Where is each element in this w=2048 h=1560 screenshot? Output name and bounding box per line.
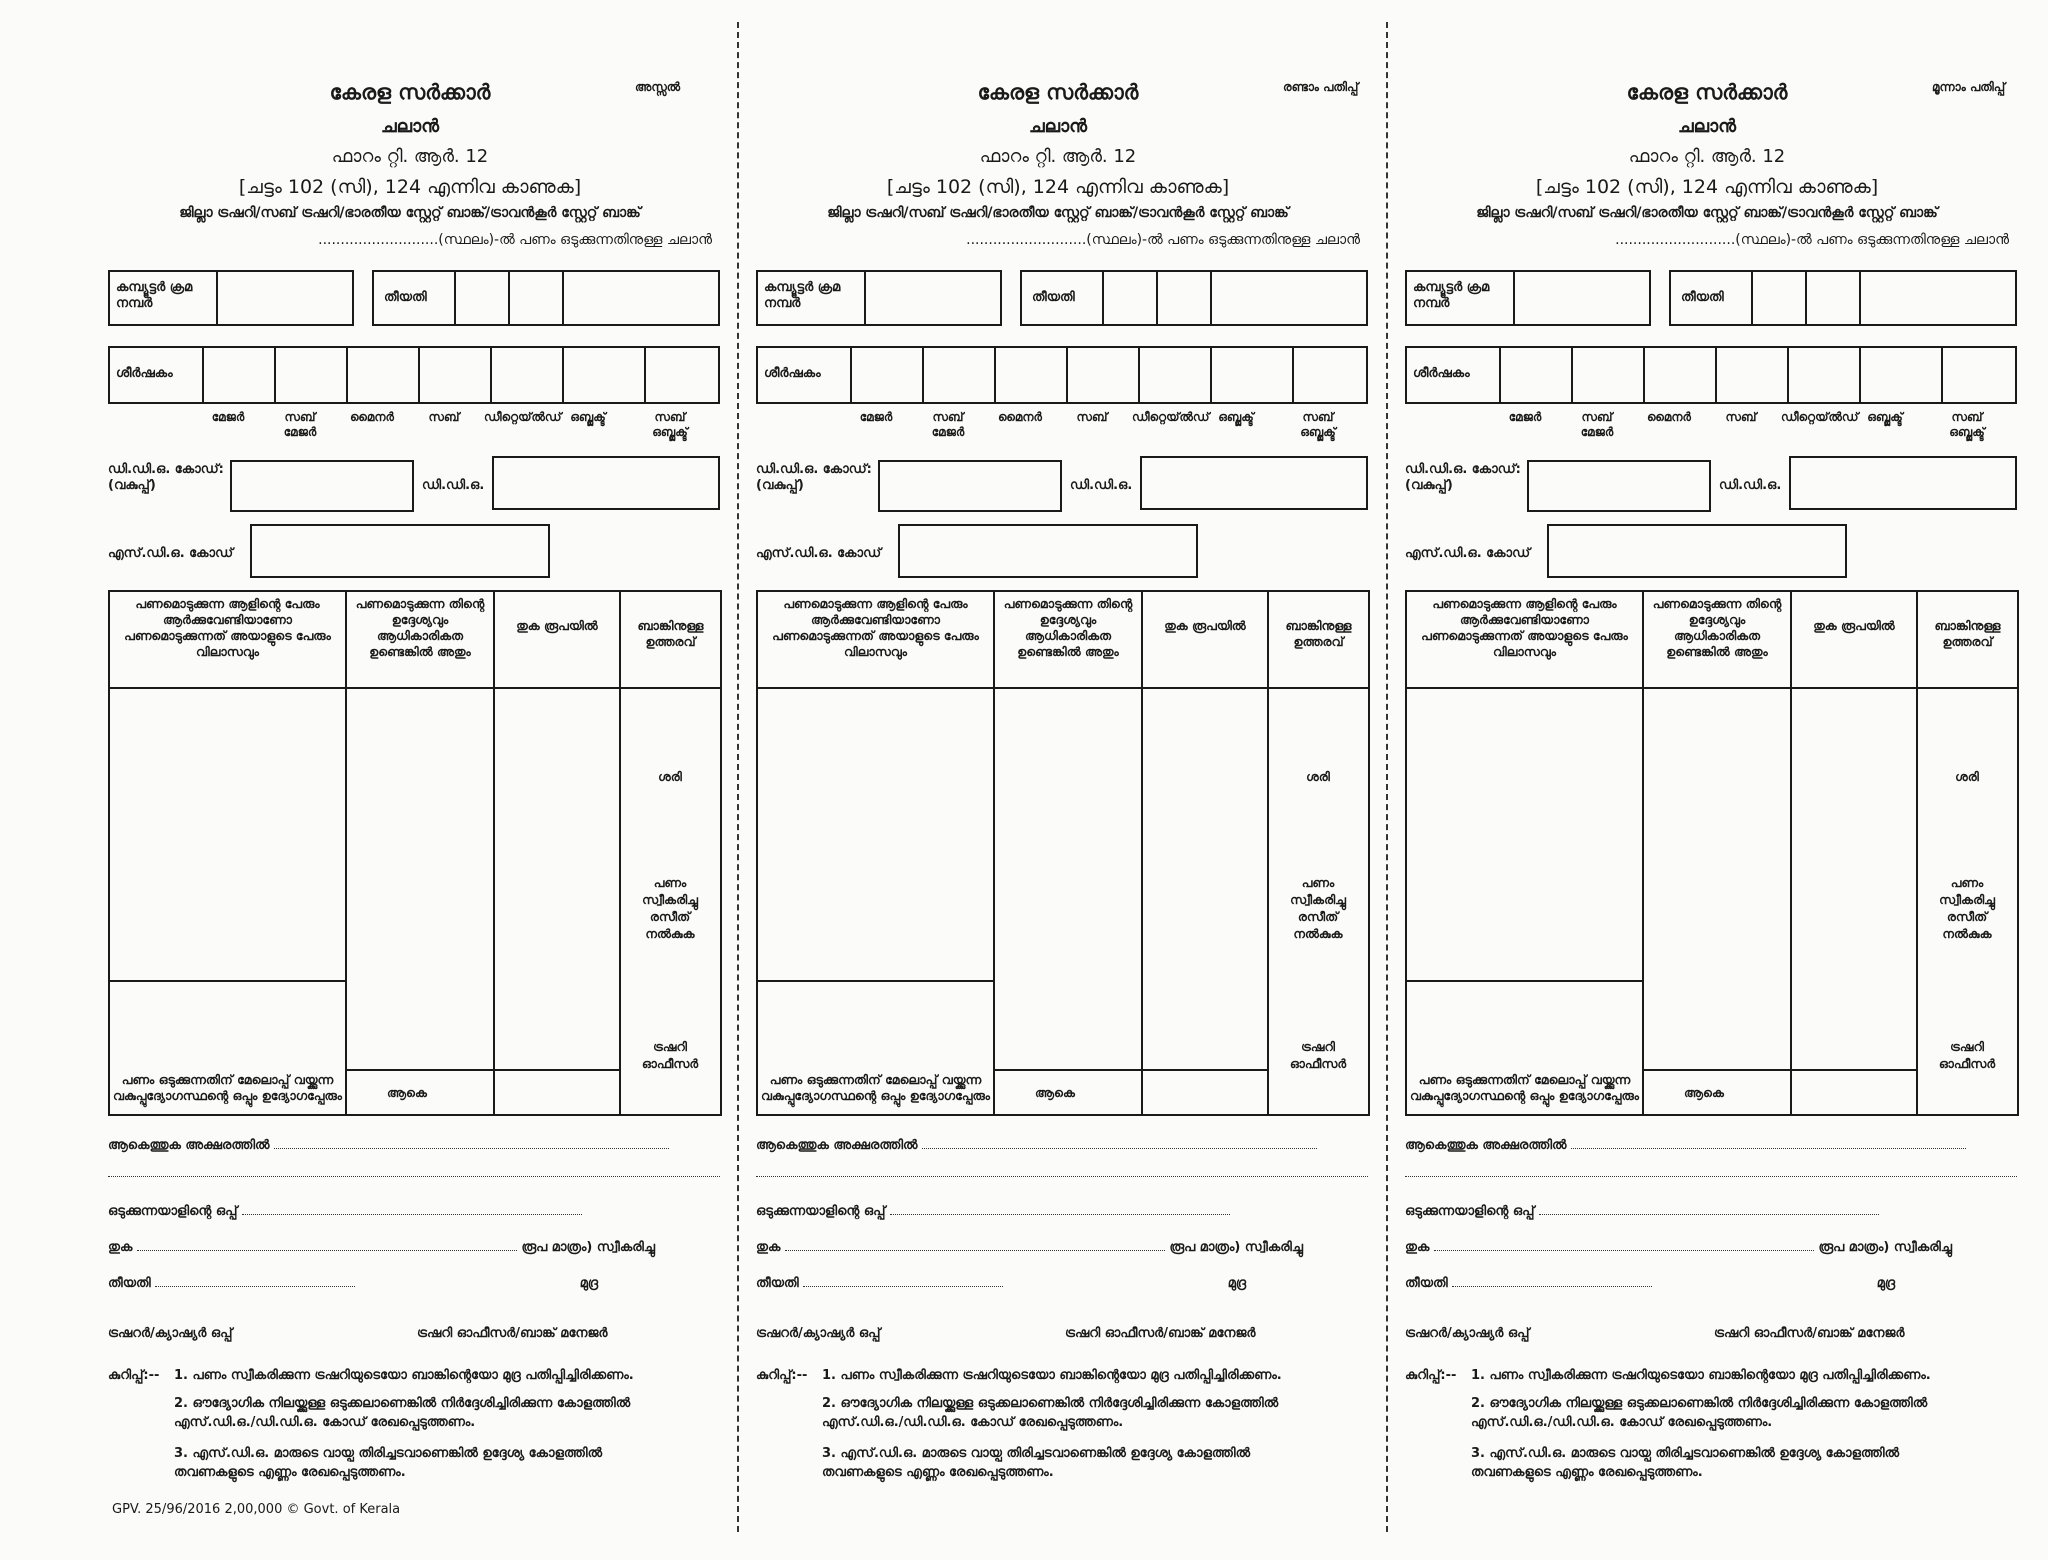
ddo-input[interactable] bbox=[1789, 456, 2017, 510]
correct-label: ശരി bbox=[1306, 769, 1330, 784]
seal-label: മുദ്ര bbox=[1876, 1276, 1896, 1291]
head-cell-4 bbox=[418, 348, 420, 402]
footer-date-label: തീയതി bbox=[108, 1276, 151, 1291]
government-title: കേരള സർക്കാർ bbox=[1626, 80, 1788, 104]
form-number: ഫാറം റ്റി. ആർ. 12 bbox=[331, 146, 489, 167]
note-3: 3. എസ്.ഡി.ഒ. മാരുടെ വായ്പ തിരിച്ചടവാണെങ്കിൽ ഉദ്ദേശ്യ കോളത്തിൽ തവണകളുടെ എണ്ണം രേഖപ്പെടുത്തണം. bbox=[1471, 1446, 1900, 1480]
sdo-code-input[interactable] bbox=[250, 524, 550, 578]
amount-suffix: രൂപ മാത്രം) സ്വീകരിച്ചു bbox=[1818, 1240, 1952, 1255]
sdo-code-label: എസ്.ഡി.ഒ. കോഡ് bbox=[756, 546, 882, 561]
payer-cell[interactable] bbox=[1406, 688, 1643, 981]
ddo-label: ഡി.ഡി.ഒ. bbox=[422, 478, 485, 493]
total-words-label: ആകെത്തുക അക്ഷരത്തിൽ bbox=[108, 1138, 270, 1153]
computer-serial-label: കമ്പ്യൂട്ടർ ക്രമ നമ്പർ bbox=[116, 280, 193, 311]
head-of-account-field[interactable] bbox=[1405, 346, 2017, 404]
payment-table bbox=[756, 590, 1370, 1116]
head-of-account-field[interactable] bbox=[756, 346, 1368, 404]
challan-title: ചലാൻ bbox=[381, 116, 439, 137]
total-label: ആകെ bbox=[1684, 1084, 1724, 1100]
date-label: തീയതി bbox=[1032, 290, 1075, 305]
correct-label: ശരി bbox=[1955, 769, 1979, 784]
date-field[interactable] bbox=[1669, 270, 2017, 326]
serial-cell bbox=[216, 272, 218, 324]
notes-label: കുറിപ്പ്:-- bbox=[108, 1368, 160, 1383]
head-sublabel-object: ഒബ്ജക്ട് bbox=[570, 410, 606, 424]
date-cell-2 bbox=[1805, 272, 1807, 324]
ddo-input[interactable] bbox=[492, 456, 720, 510]
manager-label: ട്രഷറി ഓഫീസർ/ബാങ്ക് മനേജർ bbox=[1714, 1326, 1905, 1341]
payment-table bbox=[108, 590, 722, 1116]
notes-label: കുറിപ്പ്:-- bbox=[756, 1368, 808, 1383]
head-sublabel-detailed: ഡീറ്റെയ്ൽഡ് bbox=[1781, 410, 1859, 424]
note-2: 2. ഔദ്യോഗിക നിലയ്ക്കുള്ള ഒടുക്കലാണെങ്കിൽ നിർദ്ദേശിച്ചിരിക്കുന്ന കോളത്തിൽ എസ്.ഡി.ഒ./ഡി.ഡി.ഒ. കോഡ് രേഖപ്പെടുത്തണം. bbox=[822, 1396, 1279, 1430]
total-words-label: ആകെത്തുക അക്ഷരത്തിൽ bbox=[756, 1138, 918, 1153]
footer-date-label: തീയതി bbox=[756, 1276, 799, 1291]
payer-signature-label: ഒടുക്കുന്നയാളിന്റെ ഒപ്പ് bbox=[108, 1204, 238, 1219]
ddo-code-label: ഡി.ഡി.ഒ. കോഡ്: (വകുപ്പ്) bbox=[108, 462, 224, 493]
amount-label: തുക bbox=[1405, 1240, 1430, 1255]
government-title: കേരള സർക്കാർ bbox=[977, 80, 1139, 104]
head-sublabel-minor: മൈനർ bbox=[350, 410, 394, 424]
purpose-cell[interactable] bbox=[1643, 688, 1791, 1070]
total-words-input[interactable] bbox=[922, 1148, 1317, 1149]
date-cell-1 bbox=[454, 272, 456, 324]
manager-label: ട്രഷറി ഓഫീസർ/ബാങ്ക് മനേജർ bbox=[417, 1326, 608, 1341]
seal-label: മുദ്ര bbox=[1227, 1276, 1247, 1291]
total-words-input[interactable] bbox=[274, 1148, 669, 1149]
amount-label: തുക bbox=[756, 1240, 781, 1255]
payer-signature-line bbox=[108, 1204, 582, 1219]
footer-date-input[interactable] bbox=[1452, 1286, 1652, 1287]
purpose-cell[interactable] bbox=[994, 688, 1142, 1070]
amount-input[interactable] bbox=[785, 1250, 1165, 1251]
head-cell-3 bbox=[1643, 348, 1645, 402]
correct-label: ശരി bbox=[658, 769, 682, 784]
total-label-cell bbox=[994, 1070, 1142, 1115]
payer-signature-label: ഒടുക്കുന്നയാളിന്റെ ഒപ്പ് bbox=[756, 1204, 886, 1219]
head-cell-1 bbox=[850, 348, 852, 402]
payer-cell[interactable] bbox=[757, 688, 994, 981]
total-words-input-2[interactable] bbox=[108, 1176, 720, 1177]
receive-label: പണം സ്വീകരിച്ചു രസീത് നൽകുക bbox=[1290, 875, 1346, 941]
total-words-line-2 bbox=[1405, 1166, 2017, 1181]
head-sublabel-submajor: സബ് മേജർ bbox=[1580, 410, 1614, 439]
amount-received-line bbox=[1405, 1240, 1952, 1255]
col-purpose-header: പണമൊടുക്കുന്ന തിന്റെ ഉദ്ദേശ്യവും ആധികാരികത ഉണ്ടെങ്കിൽ അതും bbox=[1643, 591, 1791, 688]
ddo-code-input[interactable] bbox=[1527, 460, 1711, 512]
computer-serial-field[interactable] bbox=[108, 270, 354, 326]
footer-date-label: തീയതി bbox=[1405, 1276, 1448, 1291]
print-line: GPV. 25/96/2016 2,00,000 © Govt. of Kerala bbox=[112, 1502, 401, 1517]
amount-received-line bbox=[108, 1240, 655, 1255]
col-bank-order-header: ബാങ്കിനുള്ള ഉത്തരവ് bbox=[1917, 591, 2018, 688]
head-sublabel-major: മേജർ bbox=[1508, 410, 1542, 424]
treasury-officer-label: ട്രഷറി ഓഫീസർ bbox=[641, 1039, 699, 1071]
serial-cell bbox=[1513, 272, 1515, 324]
head-sublabel-detailed: ഡീറ്റെയ്ൽഡ് bbox=[1132, 410, 1210, 424]
head-cell-6 bbox=[1859, 348, 1861, 402]
countersign-cell[interactable] bbox=[109, 981, 346, 1115]
note-2: 2. ഔദ്യോഗിക നിലയ്ക്കുള്ള ഒടുക്കലാണെങ്കിൽ നിർദ്ദേശിച്ചിരിക്കുന്ന കോളത്തിൽ എസ്.ഡി.ഒ./ഡി.ഡി.ഒ. കോഡ് രേഖപ്പെടുത്തണം. bbox=[174, 1396, 631, 1430]
note-1: 1. പണം സ്വീകരിക്കുന്ന ട്രഷറിയുടെയോ ബാങ്കിന്റെയോ മുദ്ര പതിപ്പിച്ചിരിക്കണം. bbox=[822, 1368, 1282, 1383]
cashier-label: ട്രഷറർ/ക്യാഷ്യർ ഒപ്പ് bbox=[1405, 1326, 1530, 1341]
total-amount-cell[interactable] bbox=[1142, 1070, 1268, 1115]
date-label: തീയതി bbox=[1681, 290, 1724, 305]
total-label-cell bbox=[1643, 1070, 1791, 1115]
date-cell-3 bbox=[1859, 272, 1861, 324]
total-label: ആകെ bbox=[387, 1084, 427, 1100]
amount-received-line bbox=[756, 1240, 1303, 1255]
challan-title: ചലാൻ bbox=[1678, 116, 1736, 137]
challan-copy-duplicate bbox=[748, 0, 1388, 1560]
payer-signature-input[interactable] bbox=[1539, 1214, 1879, 1215]
sdo-code-label: എസ്.ഡി.ഒ. കോഡ് bbox=[1405, 546, 1531, 561]
total-words-line bbox=[1405, 1138, 1966, 1153]
col-amount-header: തുക രൂപയിൽ bbox=[1142, 591, 1268, 688]
amount-input[interactable] bbox=[137, 1250, 517, 1251]
head-cell-7 bbox=[1292, 348, 1294, 402]
amount-label: തുക bbox=[108, 1240, 133, 1255]
head-cell-6 bbox=[562, 348, 564, 402]
copy-label: മൂന്നാം പതിപ്പ് bbox=[1932, 80, 2006, 94]
date-label: തീയതി bbox=[384, 290, 427, 305]
bank-list: ജില്ലാ ട്രഷറി/സബ് ട്രഷറി/ഭാരതീയ സ്റ്റേറ്റ് ബാങ്ക്/ട്രാവൻകൂർ സ്റ്റേറ്റ് ബാങ്ക് bbox=[179, 205, 641, 221]
head-cell-2 bbox=[1571, 348, 1573, 402]
treasury-officer-label: ട്രഷറി ഓഫീസർ bbox=[1289, 1039, 1347, 1071]
col-purpose-header: പണമൊടുക്കുന്ന തിന്റെ ഉദ്ദേശ്യവും ആധികാരികത ഉണ്ടെങ്കിൽ അതും bbox=[346, 591, 494, 688]
date-seal-line bbox=[756, 1276, 1246, 1291]
head-cell-4 bbox=[1066, 348, 1068, 402]
date-cell-2 bbox=[1156, 272, 1158, 324]
head-cell-5 bbox=[490, 348, 492, 402]
payer-signature-line bbox=[756, 1204, 1230, 1219]
head-sublabel-submajor: സബ് മേജർ bbox=[931, 410, 965, 439]
head-sublabel-object: ഒബ്ജക്ട് bbox=[1867, 410, 1903, 424]
date-field[interactable] bbox=[372, 270, 720, 326]
head-sublabel-submajor: സബ് മേജർ bbox=[283, 410, 317, 439]
computer-serial-field[interactable] bbox=[1405, 270, 1651, 326]
head-cell-3 bbox=[346, 348, 348, 402]
cashier-line bbox=[1405, 1326, 1905, 1341]
col-amount-header: തുക രൂപയിൽ bbox=[494, 591, 620, 688]
col-bank-order-header: ബാങ്കിനുള്ള ഉത്തരവ് bbox=[620, 591, 721, 688]
countersign-label: പണം ഒടുക്കുന്നതിന് മേലൊപ്പ് വയ്ക്കുന്ന വകുപ്പുദ്യോഗസ്ഥന്റെ ഒപ്പും ഉദ്യോഗപ്പേരും bbox=[113, 1072, 342, 1103]
head-cell-2 bbox=[922, 348, 924, 402]
footer-date-input[interactable] bbox=[803, 1286, 1003, 1287]
head-sublabel-minor: മൈനർ bbox=[998, 410, 1042, 424]
total-words-line-2 bbox=[108, 1166, 720, 1181]
head-cell-1 bbox=[202, 348, 204, 402]
form-number: ഫാറം റ്റി. ആർ. 12 bbox=[979, 146, 1137, 167]
ddo-input[interactable] bbox=[1140, 456, 1368, 510]
computer-serial-label: കമ്പ്യൂട്ടർ ക്രമ നമ്പർ bbox=[764, 280, 841, 311]
head-cell-3 bbox=[994, 348, 996, 402]
payer-cell[interactable] bbox=[109, 688, 346, 981]
amount-cell[interactable] bbox=[1142, 688, 1268, 1070]
cashier-label: ട്രഷറർ/ക്യാഷ്യർ ഒപ്പ് bbox=[756, 1326, 881, 1341]
notes-label: കുറിപ്പ്:-- bbox=[1405, 1368, 1457, 1383]
date-cell-2 bbox=[508, 272, 510, 324]
col-bank-order-header: ബാങ്കിനുള്ള ഉത്തരവ് bbox=[1268, 591, 1369, 688]
head-cell-7 bbox=[644, 348, 646, 402]
col-payer-header: പണമൊടുക്കുന്ന ആളിന്റെ പേരും ആർക്കുവേണ്ടിയാണോ പണമൊടുക്കുന്നത് അയാളുടെ പേരും വിലാസവും bbox=[109, 591, 346, 688]
head-sublabel-subobject: സബ് ഒബ്ജക്ട് bbox=[1949, 410, 1985, 439]
countersign-label: പണം ഒടുക്കുന്നതിന് മേലൊപ്പ് വയ്ക്കുന്ന വകുപ്പുദ്യോഗസ്ഥന്റെ ഒപ്പും ഉദ്യോഗപ്പേരും bbox=[1410, 1072, 1639, 1103]
head-sublabel-subobject: സബ് ഒബ്ജക്ട് bbox=[1300, 410, 1336, 439]
head-cell-7 bbox=[1941, 348, 1943, 402]
rule-reference: [ചട്ടം 102 (സി), 124 എന്നിവ കാണുക] bbox=[1535, 176, 1879, 198]
receive-label: പണം സ്വീകരിച്ചു രസീത് നൽകുക bbox=[642, 875, 698, 941]
sdo-code-input[interactable] bbox=[1547, 524, 1847, 578]
place-line: ...........................(സ്ഥലം)-ൽ പണം ഒടുക്കുന്നതിനുള്ള ചലാൻ bbox=[966, 232, 1360, 248]
head-of-account-label: ശീർഷകം bbox=[1413, 366, 1470, 381]
computer-serial-field[interactable] bbox=[756, 270, 1002, 326]
head-sublabel-sub: സബ് bbox=[1725, 410, 1757, 424]
head-sublabel-minor: മൈനർ bbox=[1647, 410, 1691, 424]
total-words-input-2[interactable] bbox=[1405, 1176, 2017, 1177]
cashier-line bbox=[108, 1326, 608, 1341]
rule-reference: [ചട്ടം 102 (സി), 124 എന്നിവ കാണുക] bbox=[238, 176, 582, 198]
head-sublabel-major: മേജർ bbox=[859, 410, 893, 424]
ddo-code-label: ഡി.ഡി.ഒ. കോഡ്: (വകുപ്പ്) bbox=[756, 462, 872, 493]
note-3: 3. എസ്.ഡി.ഒ. മാരുടെ വായ്പ തിരിച്ചടവാണെങ്കിൽ ഉദ്ദേശ്യ കോളത്തിൽ തവണകളുടെ എണ്ണം രേഖപ്പെടുത്തണം. bbox=[822, 1446, 1251, 1480]
col-amount-header: തുക രൂപയിൽ bbox=[1791, 591, 1917, 688]
purpose-cell[interactable] bbox=[346, 688, 494, 1070]
rule-reference: [ചട്ടം 102 (സി), 124 എന്നിവ കാണുക] bbox=[886, 176, 1230, 198]
head-sublabel-sub: സബ് bbox=[428, 410, 460, 424]
head-cell-5 bbox=[1138, 348, 1140, 402]
date-cell-1 bbox=[1102, 272, 1104, 324]
date-field[interactable] bbox=[1020, 270, 1368, 326]
ddo-label: ഡി.ഡി.ഒ. bbox=[1070, 478, 1133, 493]
total-words-input-2[interactable] bbox=[756, 1176, 1368, 1177]
bank-list: ജില്ലാ ട്രഷറി/സബ് ട്രഷറി/ഭാരതീയ സ്റ്റേറ്റ് ബാങ്ക്/ട്രാവൻകൂർ സ്റ്റേറ്റ് ബാങ്ക് bbox=[1476, 205, 1938, 221]
serial-cell bbox=[864, 272, 866, 324]
seal-label: മുദ്ര bbox=[579, 1276, 599, 1291]
government-title: കേരള സർക്കാർ bbox=[329, 80, 491, 104]
amount-cell[interactable] bbox=[494, 688, 620, 1070]
total-amount-cell[interactable] bbox=[1791, 1070, 1917, 1115]
head-sublabel-sub: സബ് bbox=[1076, 410, 1108, 424]
head-sublabel-object: ഒബ്ജക്ട് bbox=[1218, 410, 1254, 424]
bank-list: ജില്ലാ ട്രഷറി/സബ് ട്രഷറി/ഭാരതീയ സ്റ്റേറ്റ് ബാങ്ക്/ട്രാവൻകൂർ സ്റ്റേറ്റ് ബാങ്ക് bbox=[827, 205, 1289, 221]
col-purpose-header: പണമൊടുക്കുന്ന തിന്റെ ഉദ്ദേശ്യവും ആധികാരികത ഉണ്ടെങ്കിൽ അതും bbox=[994, 591, 1142, 688]
note-2: 2. ഔദ്യോഗിക നിലയ്ക്കുള്ള ഒടുക്കലാണെങ്കിൽ നിർദ്ദേശിച്ചിരിക്കുന്ന കോളത്തിൽ എസ്.ഡി.ഒ./ഡി.ഡി.ഒ. കോഡ് രേഖപ്പെടുത്തണം. bbox=[1471, 1396, 1928, 1430]
treasury-officer-label: ട്രഷറി ഓഫീസർ bbox=[1938, 1039, 1996, 1071]
total-words-label: ആകെത്തുക അക്ഷരത്തിൽ bbox=[1405, 1138, 1567, 1153]
head-cell-2 bbox=[274, 348, 276, 402]
sdo-code-label: എസ്.ഡി.ഒ. കോഡ് bbox=[108, 546, 234, 561]
place-line: ...........................(സ്ഥലം)-ൽ പണം ഒടുക്കുന്നതിനുള്ള ചലാൻ bbox=[1615, 232, 2009, 248]
head-sublabel-major: മേജർ bbox=[211, 410, 245, 424]
head-cell-6 bbox=[1210, 348, 1212, 402]
total-label: ആകെ bbox=[1035, 1084, 1075, 1100]
receive-label: പണം സ്വീകരിച്ചു രസീത് നൽകുക bbox=[1939, 875, 1995, 941]
amount-cell[interactable] bbox=[1791, 688, 1917, 1070]
challan-title: ചലാൻ bbox=[1029, 116, 1087, 137]
date-seal-line bbox=[108, 1276, 598, 1291]
total-words-line bbox=[108, 1138, 669, 1153]
countersign-cell[interactable] bbox=[1406, 981, 1643, 1115]
payer-signature-line bbox=[1405, 1204, 1879, 1219]
place-line: ...........................(സ്ഥലം)-ൽ പണം ഒടുക്കുന്നതിനുള്ള ചലാൻ bbox=[318, 232, 712, 248]
note-1: 1. പണം സ്വീകരിക്കുന്ന ട്രഷറിയുടെയോ ബാങ്കിന്റെയോ മുദ്ര പതിപ്പിച്ചിരിക്കണം. bbox=[1471, 1368, 1931, 1383]
note-1: 1. പണം സ്വീകരിക്കുന്ന ട്രഷറിയുടെയോ ബാങ്കിന്റെയോ മുദ്ര പതിപ്പിച്ചിരിക്കണം. bbox=[174, 1368, 634, 1383]
payer-signature-label: ഒടുക്കുന്നയാളിന്റെ ഒപ്പ് bbox=[1405, 1204, 1535, 1219]
note-3: 3. എസ്.ഡി.ഒ. മാരുടെ വായ്പ തിരിച്ചടവാണെങ്കിൽ ഉദ്ദേശ്യ കോളത്തിൽ തവണകളുടെ എണ്ണം രേഖപ്പെടുത്തണം. bbox=[174, 1446, 603, 1480]
head-of-account-label: ശീർഷകം bbox=[116, 366, 173, 381]
total-words-line-2 bbox=[756, 1166, 1368, 1181]
cashier-label: ട്രഷറർ/ക്യാഷ്യർ ഒപ്പ് bbox=[108, 1326, 233, 1341]
head-of-account-label: ശീർഷകം bbox=[764, 366, 821, 381]
date-cell-1 bbox=[1751, 272, 1753, 324]
ddo-label: ഡി.ഡി.ഒ. bbox=[1719, 478, 1782, 493]
total-words-line bbox=[756, 1138, 1317, 1153]
date-cell-3 bbox=[1210, 272, 1212, 324]
head-sublabel-subobject: സബ് ഒബ്ജക്ട് bbox=[652, 410, 688, 439]
payment-table bbox=[1405, 590, 2019, 1116]
challan-copy-triplicate bbox=[1397, 0, 2037, 1560]
countersign-cell[interactable] bbox=[757, 981, 994, 1115]
ddo-code-label: ഡി.ഡി.ഒ. കോഡ്: (വകുപ്പ്) bbox=[1405, 462, 1521, 493]
head-of-account-field[interactable] bbox=[108, 346, 720, 404]
head-cell-1 bbox=[1499, 348, 1501, 402]
copy-label: അസ്സൽ bbox=[635, 80, 681, 94]
total-label-cell bbox=[346, 1070, 494, 1115]
payer-signature-input[interactable] bbox=[242, 1214, 582, 1215]
head-cell-5 bbox=[1787, 348, 1789, 402]
computer-serial-label: കമ്പ്യൂട്ടർ ക്രമ നമ്പർ bbox=[1413, 280, 1490, 311]
ddo-code-input[interactable] bbox=[230, 460, 414, 512]
cashier-line bbox=[756, 1326, 1256, 1341]
ddo-code-input[interactable] bbox=[878, 460, 1062, 512]
total-words-input[interactable] bbox=[1571, 1148, 1966, 1149]
footer-date-input[interactable] bbox=[155, 1286, 355, 1287]
amount-suffix: രൂപ മാത്രം) സ്വീകരിച്ചു bbox=[521, 1240, 655, 1255]
payer-signature-input[interactable] bbox=[890, 1214, 1230, 1215]
date-cell-3 bbox=[562, 272, 564, 324]
date-seal-line bbox=[1405, 1276, 1895, 1291]
amount-input[interactable] bbox=[1434, 1250, 1814, 1251]
amount-suffix: രൂപ മാത്രം) സ്വീകരിച്ചു bbox=[1169, 1240, 1303, 1255]
sdo-code-input[interactable] bbox=[898, 524, 1198, 578]
col-payer-header: പണമൊടുക്കുന്ന ആളിന്റെ പേരും ആർക്കുവേണ്ടിയാണോ പണമൊടുക്കുന്നത് അയാളുടെ പേരും വിലാസവും bbox=[757, 591, 994, 688]
form-number: ഫാറം റ്റി. ആർ. 12 bbox=[1628, 146, 1786, 167]
col-payer-header: പണമൊടുക്കുന്ന ആളിന്റെ പേരും ആർക്കുവേണ്ടിയാണോ പണമൊടുക്കുന്നത് അയാളുടെ പേരും വിലാസവും bbox=[1406, 591, 1643, 688]
total-amount-cell[interactable] bbox=[494, 1070, 620, 1115]
copy-label: രണ്ടാം പതിപ്പ് bbox=[1283, 80, 1359, 94]
manager-label: ട്രഷറി ഓഫീസർ/ബാങ്ക് മനേജർ bbox=[1065, 1326, 1256, 1341]
head-sublabel-detailed: ഡീറ്റെയ്ൽഡ് bbox=[484, 410, 562, 424]
countersign-label: പണം ഒടുക്കുന്നതിന് മേലൊപ്പ് വയ്ക്കുന്ന വകുപ്പുദ്യോഗസ്ഥന്റെ ഒപ്പും ഉദ്യോഗപ്പേരും bbox=[761, 1072, 990, 1103]
challan-copy-original bbox=[100, 0, 740, 1560]
head-cell-4 bbox=[1715, 348, 1717, 402]
